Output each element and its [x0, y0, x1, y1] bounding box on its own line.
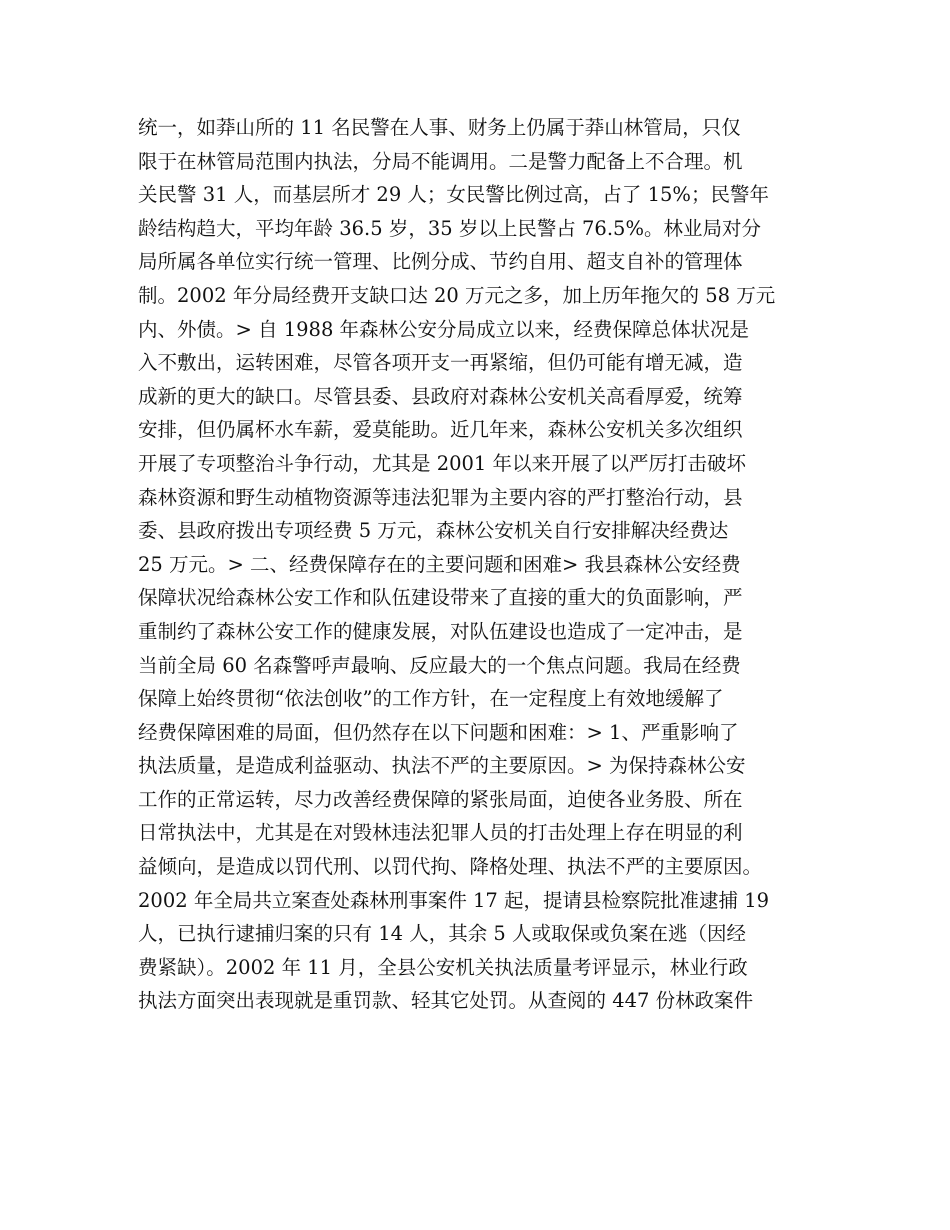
text-line: 保障上始终贯彻“依法创收”的工作方针，在一定程度上有效地缓解了 [138, 687, 724, 711]
text-line: 森林资源和野生动植物资源等违法犯罪为主要内容的严打整治行动，县 [138, 485, 743, 509]
text-line: 开展了专项整治斗争行动，尤其是 2001 年以来开展了以严厉打击破坏 [138, 451, 747, 475]
text-line: 局所属各单位实行统一管理、比例分成、节约自用、超支自补的管理体 [138, 250, 743, 274]
text-line: 安排，但仍属杯水车薪，爱莫能助。近几年来，森林公安机关多次组织 [138, 418, 743, 442]
text-line: 执法方面突出表现就是重罚款、轻其它处罚。从查阅的 447 份林政案件 [138, 989, 754, 1013]
text-line: 统一，如莽山所的 11 名民警在人事、财务上仍属于莽山林管局，只仅 [138, 116, 741, 139]
text-line: 龄结构趋大，平均年龄 36.5 岁，35 岁以上民警占 76.5%。林业局对分 [138, 216, 761, 240]
text-line: 入不敷出，运转困难，尽管各项开支一再紧缩，但仍可能有增无减，造 [138, 351, 743, 375]
text-line: 工作的正常运转，尽力改善经费保障的紧张局面，迫使各业务股、所在 [138, 787, 743, 811]
text-line: 费紧缺）。2002 年 11 月，全县公安机关执法质量考评显示，林业行政 [138, 955, 748, 979]
text-line: 2002 年全局共立案查处森林刑事案件 17 起，提请县检察院批准逮捕 19 [138, 888, 770, 912]
text-line: 日常执法中，尤其是在对毁林违法犯罪人员的打击处理上存在明显的利 [138, 821, 743, 845]
text-line: 益倾向，是造成以罚代刑、以罚代拘、降格处理、执法不严的主要原因。 [138, 855, 763, 879]
body-text [138, 111, 828, 1018]
text-line: 执法质量，是造成利益驱动、执法不严的主要原因。> 为保持森林公安 [138, 754, 746, 778]
text-line: 制。2002 年分局经费开支缺口达 20 万元之多，加上历年拖欠的 58 万元 [138, 283, 776, 307]
text-line: 25 万元。> 二、经费保障存在的主要问题和困难> 我县森林公安经费 [138, 552, 741, 576]
text-line: 关民警 31 人，而基层所才 29 人；女民警比例过高，占了 15%；民警年 [138, 183, 769, 207]
text-line: 经费保障困难的局面，但仍然存在以下问题和困难：> 1、严重影响了 [138, 720, 739, 744]
text-line: 人，已执行逮捕归案的只有 14 人，其余 5 人或取保或负案在逃（因经 [138, 922, 747, 946]
text-line: 限于在林管局范围内执法，分局不能调用。二是警力配备上不合理。机 [138, 149, 743, 173]
text-line: 委、县政府拨出专项经费 5 万元，森林公安机关自行安排解决经费达 [138, 519, 729, 543]
text-line: 成新的更大的缺口。尽管县委、县政府对森林公安机关高看厚爱，统筹 [138, 384, 743, 408]
text-line: 保障状况给森林公安工作和队伍建设带来了直接的重大的负面影响，严 [138, 586, 743, 610]
text-line: 重制约了森林公安工作的健康发展，对队伍建设也造成了一定冲击，是 [138, 619, 743, 643]
text-line: 内、外债。> 自 1988 年森林公安分局成立以来，经费保障总体状况是 [138, 317, 750, 341]
text-line: 当前全局 60 名森警呼声最响、反应最大的一个焦点问题。我局在经费 [138, 653, 741, 677]
